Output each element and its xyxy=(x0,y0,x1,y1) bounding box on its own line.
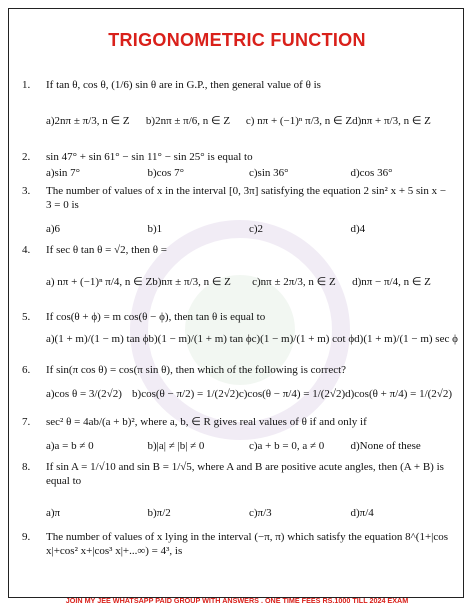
question-number: 3. xyxy=(22,185,31,197)
option-row xyxy=(46,222,452,236)
option-a: a)sin 7° xyxy=(46,167,81,179)
question-text: If sin A = 1/√10 and sin B = 1/√5, where A and B are positive acute angles, then (A + B) is equal to xyxy=(46,461,444,487)
option-row xyxy=(46,166,452,180)
question-number: 9. xyxy=(22,531,31,543)
option-d: d)(1 + m)/(1 − m) sec ϕ xyxy=(354,333,458,345)
question-number: 8. xyxy=(22,461,31,473)
option-row xyxy=(46,332,458,346)
question-number: 1. xyxy=(22,79,31,91)
question-text: If cos(θ + ϕ) = m cos(θ − ϕ), then tan θ is equal to xyxy=(46,311,266,323)
option-c: c) nπ + (−1)ⁿ π/3, n ∈ Z xyxy=(245,115,353,127)
option-d: d)π/4 xyxy=(350,507,374,519)
question-number: 4. xyxy=(22,244,31,256)
option-row xyxy=(46,439,452,453)
option-d: d)cos 36° xyxy=(350,167,393,179)
option-b: b)cos(θ − π/2) = 1/(2√2) xyxy=(132,388,239,400)
option-b: b)nπ ± π/3, n ∈ Z xyxy=(152,276,231,288)
question-text: The number of values of x lying in the interval (−π, π) which satisfy the equation 8^(1+|cos x|+cos² x+|cos³ x|+...∞) = 4³, is xyxy=(46,531,449,557)
option-c: c)(1 − m)/(1 + m) cot ϕ xyxy=(251,333,355,345)
question-text: If sec θ tan θ = √2, then θ = xyxy=(46,244,167,256)
option-c: c)a + b = 0, a ≠ 0 xyxy=(249,440,325,452)
option-d: d)4 xyxy=(350,223,366,235)
option-c: c)cos(θ − π/4) = 1/(2√2) xyxy=(238,388,346,400)
option-a: a)(1 + m)/(1 − m) tan ϕ xyxy=(46,333,149,345)
option-row xyxy=(46,275,452,289)
question-text: If tan θ, cos θ, (1/6) sin θ are in G.P., then general value of θ is xyxy=(46,79,321,91)
option-d: d)cos(θ + π/4) = 1/(2√2) xyxy=(345,388,452,400)
option-a: a)cos θ = 3/(2√2) xyxy=(46,388,122,400)
page-title: TRIGONOMETRIC FUNCTION xyxy=(108,30,366,50)
question-number: 6. xyxy=(22,364,31,376)
option-b: b)|a| ≠ |b| ≠ 0 xyxy=(147,440,205,452)
option-d: d)None of these xyxy=(350,440,421,452)
option-c: c)sin 36° xyxy=(249,167,289,179)
option-d: d)nπ − π/4, n ∈ Z xyxy=(352,276,431,288)
question-number: 2. xyxy=(22,151,31,163)
option-c: c)nπ ± 2π/3, n ∈ Z xyxy=(252,276,336,288)
option-a: a) nπ + (−1)ⁿ π/4, n ∈ Z xyxy=(46,276,153,288)
question-text: sin 47° + sin 61° − sin 11° − sin 25° is equal to xyxy=(46,151,253,163)
option-d: d)nπ + π/3, n ∈ Z xyxy=(352,115,431,127)
question-number: 5. xyxy=(22,311,31,323)
question-number: 7. xyxy=(22,416,31,428)
option-row xyxy=(46,114,452,128)
option-a: a)a = b ≠ 0 xyxy=(46,440,94,452)
option-a: a)2nπ ± π/3, n ∈ Z xyxy=(46,115,130,127)
question-text: If sin(π cos θ) = cos(π sin θ), then which of the following is correct? xyxy=(46,364,347,376)
option-row xyxy=(46,387,452,401)
option-b: b)π/2 xyxy=(147,507,171,519)
question-text: sec² θ = 4ab/(a + b)², where a, b, ∈ R gives real values of θ if and only if xyxy=(46,416,367,428)
option-b: b)1 xyxy=(147,223,163,235)
option-a: a)π xyxy=(46,507,61,519)
option-b: b)2nπ ± π/6, n ∈ Z xyxy=(145,115,231,127)
option-c: c)π/3 xyxy=(249,507,272,519)
option-a: a)6 xyxy=(46,223,61,235)
footer-banner: JOIN MY JEE WHATSAPP PAID GROUP WITH ANSWERS . ONE TIME FEES RS.1000 TILL 2024 EXAM xyxy=(65,596,409,605)
option-row xyxy=(46,506,452,520)
option-b: b)(1 − m)/(1 + m) tan ϕ xyxy=(148,333,252,345)
option-b: b)cos 7° xyxy=(147,167,184,179)
question-text: The number of values of x in the interval [0, 3π] satisfying the equation 2 sin² x + 5 sin x − 3 = 0 is xyxy=(46,185,447,211)
option-c: c)2 xyxy=(249,223,264,235)
